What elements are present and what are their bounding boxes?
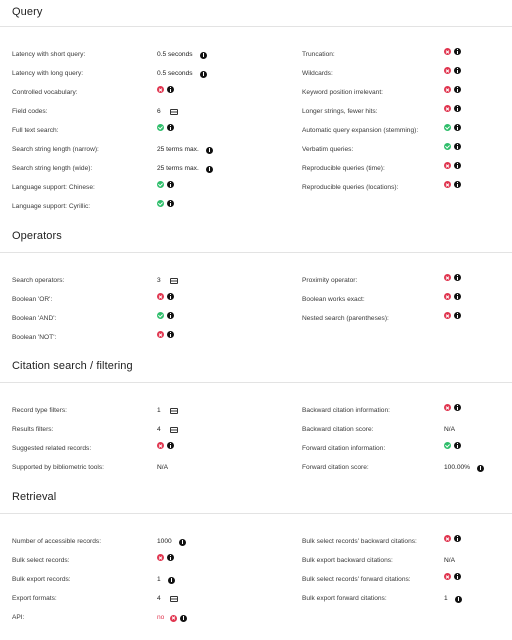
feature-value-text: 25 terms max. xyxy=(157,146,199,153)
feature-label: Longer strings, fewer hits: xyxy=(302,108,378,115)
feature-row xyxy=(0,331,512,345)
feature-value-text: 3 xyxy=(157,277,161,284)
feature-value xyxy=(444,312,461,319)
feature-label: Proximity operator: xyxy=(302,277,358,284)
feature-label: Field codes: xyxy=(12,108,48,115)
feature-row xyxy=(0,86,512,100)
feature-value xyxy=(444,274,461,281)
feature-label: Full text search: xyxy=(12,127,59,134)
feature-row xyxy=(0,48,512,62)
feature-value-text: N/A xyxy=(444,557,455,564)
feature-row xyxy=(0,592,512,606)
feature-label: Forward citation score: xyxy=(302,464,369,471)
cross-circle-icon xyxy=(444,404,451,411)
feature-label: Language support: Cyrillic: xyxy=(12,203,91,210)
feature-row xyxy=(0,554,512,568)
feature-label: Search operators: xyxy=(12,277,65,284)
feature-label: Search string length (wide): xyxy=(12,165,93,172)
feature-row xyxy=(0,274,512,288)
feature-value-text: 1 xyxy=(157,576,161,583)
feature-label: Backward citation score: xyxy=(302,426,374,433)
feature-row xyxy=(0,124,512,138)
section-title: Operators xyxy=(12,230,62,242)
feature-label: Bulk export records: xyxy=(12,576,71,583)
check-circle-icon xyxy=(444,143,451,150)
feature-value-text: 1 xyxy=(157,407,161,414)
info-icon[interactable] xyxy=(454,535,461,542)
feature-value-text: 25 terms max. xyxy=(157,165,199,172)
feature-label: Results filters: xyxy=(12,426,54,433)
feature-label: Backward citation information: xyxy=(302,407,390,414)
feature-value xyxy=(444,554,459,568)
feature-value-text: 100.00% xyxy=(444,464,471,471)
check-circle-icon xyxy=(157,200,164,207)
cross-circle-icon xyxy=(444,293,451,300)
info-icon[interactable] xyxy=(454,86,461,93)
section-divider xyxy=(0,513,512,514)
feature-value-text: 0.5 seconds xyxy=(157,51,193,58)
cross-circle-icon xyxy=(444,67,451,74)
feature-value xyxy=(157,200,174,207)
feature-label: Record type filters: xyxy=(12,407,67,414)
feature-label: Verbatim queries: xyxy=(302,146,354,153)
feature-label: Bulk select records' forward citations: xyxy=(302,576,411,583)
feature-label: Latency with short query: xyxy=(12,51,86,58)
feature-value xyxy=(444,162,461,169)
feature-label: Boolean 'OR': xyxy=(12,296,53,303)
feature-value-text: N/A xyxy=(157,464,168,471)
cross-circle-icon xyxy=(157,331,164,338)
info-icon[interactable] xyxy=(454,105,461,112)
cross-circle-icon xyxy=(444,274,451,281)
feature-label: Bulk select records' backward citations: xyxy=(302,538,417,545)
feature-label: Forward citation information: xyxy=(302,445,386,452)
feature-value-text: 1 xyxy=(444,595,448,602)
cross-circle-icon xyxy=(444,573,451,580)
feature-value xyxy=(444,535,461,542)
feature-row xyxy=(0,143,512,157)
cross-circle-icon xyxy=(444,86,451,93)
feature-label: Wildcards: xyxy=(302,70,333,77)
feature-value xyxy=(444,461,484,475)
feature-row xyxy=(0,181,512,195)
feature-row xyxy=(0,67,512,81)
section-title: Query xyxy=(12,6,43,18)
feature-value-text: 0.5 seconds xyxy=(157,70,193,77)
feature-label: Bulk export forward citations: xyxy=(302,595,387,602)
feature-row xyxy=(0,461,512,475)
cross-circle-icon xyxy=(444,312,451,319)
section-title: Citation search / filtering xyxy=(12,360,133,372)
info-icon[interactable] xyxy=(454,162,461,169)
feature-row xyxy=(0,442,512,456)
feature-label: Suggested related records: xyxy=(12,445,92,452)
feature-value-text: no xyxy=(157,614,165,621)
feature-value-text: 1000 xyxy=(157,538,172,545)
feature-row xyxy=(0,312,512,326)
feature-row xyxy=(0,535,512,549)
section-divider xyxy=(0,382,512,383)
info-icon[interactable] xyxy=(455,596,462,603)
info-icon[interactable] xyxy=(454,181,461,188)
feature-label: Reproducible queries (time): xyxy=(302,165,385,172)
cross-circle-icon xyxy=(444,48,451,55)
cross-circle-icon xyxy=(444,181,451,188)
feature-label: Automatic query expansion (stemming): xyxy=(302,127,419,134)
info-icon[interactable] xyxy=(454,124,461,131)
feature-value xyxy=(444,124,461,131)
cross-circle-icon xyxy=(444,162,451,169)
feature-label: Controlled vocabulary: xyxy=(12,89,78,96)
feature-label: Supported by bibliometric tools: xyxy=(12,464,104,471)
feature-label: API: xyxy=(12,614,25,621)
feature-value xyxy=(444,573,461,580)
feature-value xyxy=(444,293,461,300)
feature-label: Export formats: xyxy=(12,595,57,602)
feature-value xyxy=(444,86,461,93)
feature-value-text: N/A xyxy=(444,426,455,433)
feature-value xyxy=(444,67,461,74)
feature-label: Bulk export backward citations: xyxy=(302,557,393,564)
feature-label: Bulk select records: xyxy=(12,557,70,564)
feature-row xyxy=(0,423,512,437)
feature-label: Latency with long query: xyxy=(12,70,84,77)
section-divider xyxy=(0,252,512,253)
feature-label: Search string length (narrow): xyxy=(12,146,99,153)
feature-label: Nested search (parentheses): xyxy=(302,315,389,322)
feature-value xyxy=(444,181,461,188)
cross-circle-icon xyxy=(444,535,451,542)
feature-value xyxy=(444,442,461,449)
feature-label: Language support: Chinese: xyxy=(12,184,95,191)
feature-label: Boolean 'AND': xyxy=(12,315,57,322)
section-title: Retrieval xyxy=(12,491,57,503)
info-icon[interactable] xyxy=(477,465,484,472)
feature-row xyxy=(0,200,512,214)
feature-label: Number of accessible records: xyxy=(12,538,102,545)
feature-value-text: 4 xyxy=(157,426,161,433)
feature-label: Boolean 'NOT': xyxy=(12,334,57,341)
info-icon[interactable] xyxy=(167,200,174,207)
feature-value xyxy=(444,404,461,411)
feature-value xyxy=(444,48,461,55)
feature-value xyxy=(444,592,462,606)
info-icon[interactable] xyxy=(454,274,461,281)
feature-label: Boolean works exact: xyxy=(302,296,365,303)
feature-value xyxy=(444,105,461,112)
feature-row xyxy=(0,404,512,418)
cross-circle-icon xyxy=(170,615,177,622)
feature-label: Truncation: xyxy=(302,51,335,58)
feature-label: Reproducible queries (locations): xyxy=(302,184,399,191)
info-icon[interactable] xyxy=(454,312,461,319)
feature-value xyxy=(157,331,174,338)
feature-value xyxy=(157,611,187,625)
info-icon[interactable] xyxy=(180,615,187,622)
info-icon[interactable] xyxy=(454,48,461,55)
info-icon[interactable] xyxy=(454,143,461,150)
cross-circle-icon xyxy=(444,105,451,112)
info-icon[interactable] xyxy=(454,404,461,411)
feature-row xyxy=(0,105,512,119)
feature-value-text: 6 xyxy=(157,108,161,115)
feature-row xyxy=(0,293,512,307)
info-icon[interactable] xyxy=(454,67,461,74)
info-icon[interactable] xyxy=(167,331,174,338)
info-icon[interactable] xyxy=(454,293,461,300)
check-circle-icon xyxy=(444,124,451,131)
feature-value-text: 4 xyxy=(157,595,161,602)
check-circle-icon xyxy=(444,442,451,449)
feature-row xyxy=(0,162,512,176)
feature-row xyxy=(0,573,512,587)
feature-row xyxy=(0,611,512,625)
feature-label: Keyword position irrelevant: xyxy=(302,89,383,96)
feature-value xyxy=(444,143,461,150)
section-divider xyxy=(0,26,512,27)
feature-value xyxy=(444,423,459,437)
info-icon[interactable] xyxy=(454,573,461,580)
info-icon[interactable] xyxy=(454,442,461,449)
